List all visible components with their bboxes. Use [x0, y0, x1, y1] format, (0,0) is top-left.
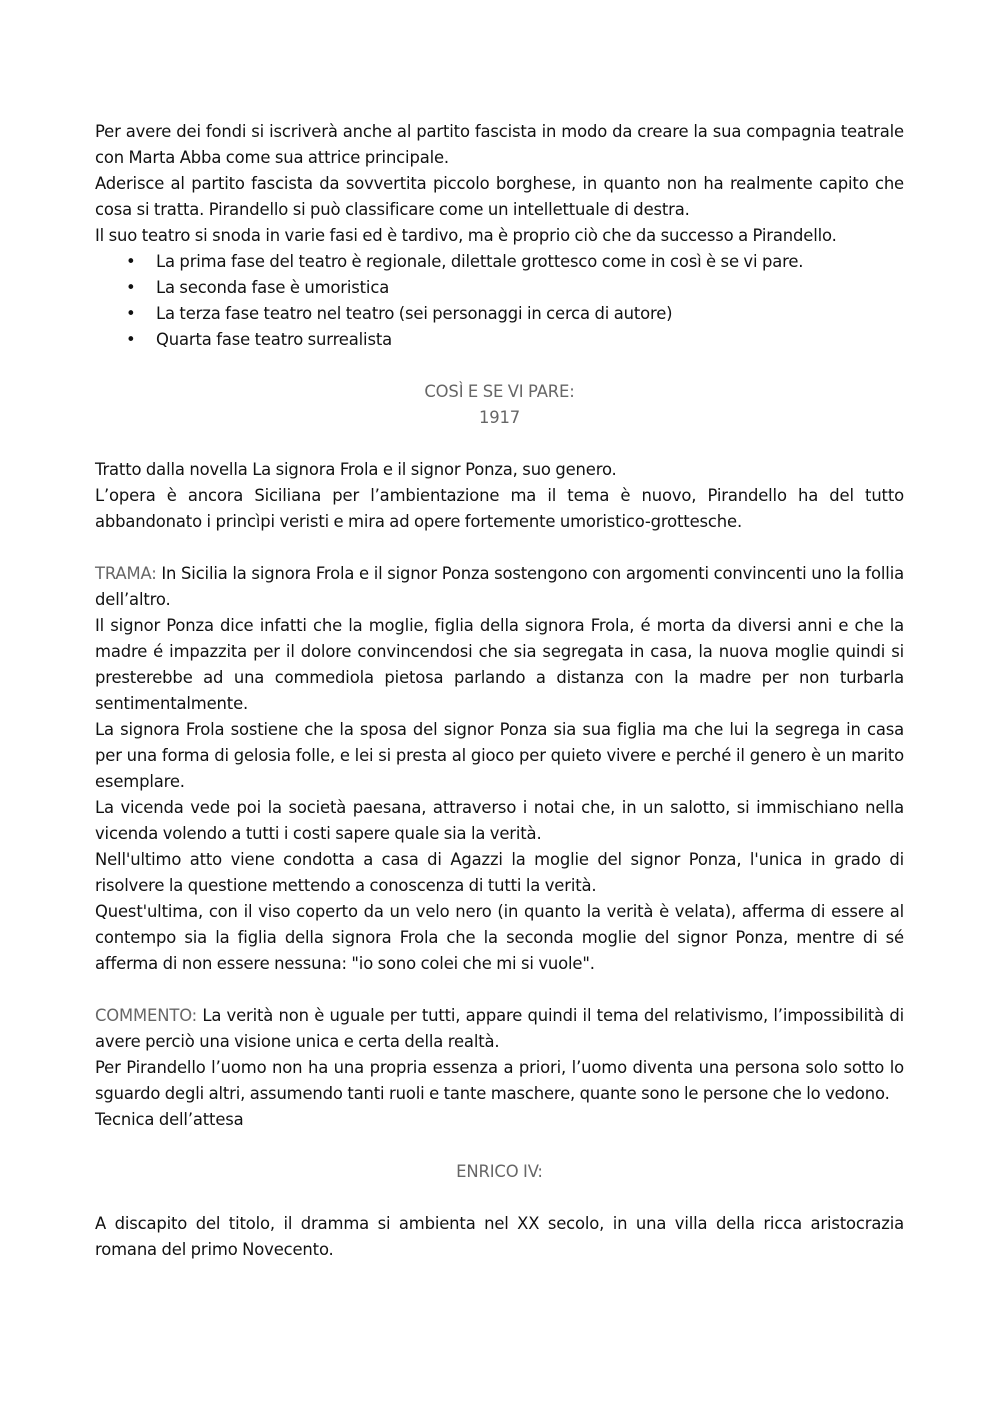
trama-paragraph-3: La signora Frola sostiene che la sposa del signor Ponza sia sua figlia ma che lui la segrega in casa per una forma di gelosia folle, e lei si presta al gioco per quieto vivere e perché il genero è un marito esemplare.: [95, 720, 904, 791]
section-heading-cosi: COSÌ E SE VI PARE:: [424, 382, 575, 401]
list-item: • La terza fase teatro nel teatro (sei personaggi in cerca di autore): [95, 301, 904, 327]
list-item: • Quarta fase teatro surrealista: [95, 327, 904, 353]
spacer: [95, 535, 904, 561]
intro-paragraph-1: Per avere dei fondi si iscriverà anche al partito fascista in modo da creare la sua compagnia teatrale con Marta Abba come sua attrice principale.: [95, 122, 904, 167]
section-year: 1917: [478, 408, 521, 427]
list-item: • La seconda fase è umoristica: [95, 275, 904, 301]
spacer: [95, 1133, 904, 1159]
commento-paragraph-3: Tecnica dell’attesa: [95, 1110, 244, 1129]
spacer: [95, 353, 904, 379]
spacer: [95, 1185, 904, 1211]
intro-paragraph-3: Il suo teatro si snoda in varie fasi ed è tardivo, ma è proprio ciò che da successo a Pirandello.: [95, 226, 837, 245]
commento-paragraph-2: Per Pirandello l’uomo non ha una propria essenza a priori, l’uomo diventa una persona solo sotto lo sguardo degli altri, assumendo tanti ruoli e tante maschere, quante sono le persone che lo vedono.: [95, 1058, 904, 1103]
spacer: [95, 977, 904, 1003]
trama-paragraph-5: Nell'ultimo atto viene condotta a casa di Agazzi la moglie del signor Ponza, l'unica in grado di risolvere la questione mettendo a conoscenza di tutti la verità.: [95, 850, 904, 895]
commento-text: La verità non è uguale per tutti, appare quindi il tema del relativismo, l’impossibilità di avere perciò una visione unica e certa della realtà.: [95, 1006, 904, 1051]
cosi-paragraph-1: Tratto dalla novella La signora Frola e il signor Ponza, suo genero.: [95, 460, 617, 479]
trama-text: In Sicilia la signora Frola e il signor Ponza sostengono con argomenti convincenti uno la follia dell’altro.: [95, 564, 904, 609]
commento-paragraph: [95, 1003, 904, 1055]
trama-paragraph: [95, 561, 904, 613]
theatre-phases-list: [95, 249, 904, 353]
cosi-paragraph-2: L’opera è ancora Siciliana per l’ambientazione ma il tema è nuovo, Pirandello ha del tutto abbandonato i princìpi veristi e mira ad opere fortemente umoristico-grottesche.: [95, 486, 904, 531]
section-heading-enrico: ENRICO IV:: [456, 1162, 543, 1181]
trama-paragraph-6: Quest'ultima, con il viso coperto da un velo nero (in quanto la verità è velata), afferma di essere al contempo sia la figlia della signora Frola che la seconda moglie del signor Ponza, mentre di sé afferma di non essere nessuna: "io sono colei che mi si vuole".: [95, 902, 904, 973]
trama-paragraph-4: La vicenda vede poi la società paesana, attraverso i notai che, in un salotto, si immischiano nella vicenda volendo a tutti i costi sapere quale sia la verità.: [95, 798, 904, 843]
trama-label: TRAMA:: [95, 564, 157, 583]
trama-paragraph-2: Il signor Ponza dice infatti che la moglie, figlia della signora Frola, é morta da diversi anni e che la madre é impazzita per il dolore convincendosi che sia segregata in casa, la nuova moglie quindi si presterebbe ad una commediola pietosa parlando a distanza con la madre per non turbarla sentimentalmente.: [95, 616, 904, 713]
commento-label: COMMENTO:: [95, 1006, 198, 1025]
enrico-paragraph-1: A discapito del titolo, il dramma si ambienta nel XX secolo, in una villa della ricca aristocrazia romana del primo Novecento.: [95, 1214, 904, 1259]
list-item: • La prima fase del teatro è regionale, dilettale grottesco come in così è se vi pare.: [95, 249, 904, 275]
spacer: [95, 431, 904, 457]
intro-paragraph-2: Aderisce al partito fascista da sovvertita piccolo borghese, in quanto non ha realmente capito che cosa si tratta. Pirandello si può classificare come un intellettuale di destra.: [95, 174, 904, 219]
